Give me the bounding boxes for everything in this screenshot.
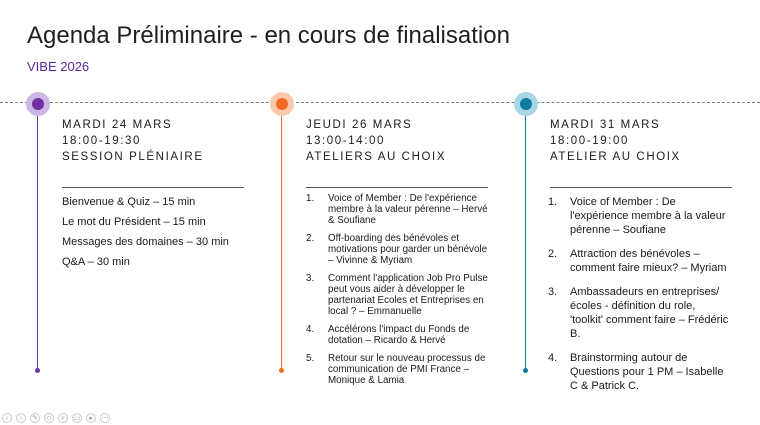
workshop-list-31 [548, 195, 730, 403]
timeline-marker-3 [514, 92, 538, 116]
column-3-session: ATELIER AU CHOIX [550, 151, 681, 163]
pen-icon[interactable]: ✎ [30, 413, 40, 423]
presenter-toolbar [2, 413, 110, 424]
timeline-marker-2 [270, 92, 294, 116]
workshop-item: 4. Accélérons l'impact du Fonds de dotation – Ricardo & Hervé [306, 324, 470, 346]
column-3-date: MARDI 31 MARS [550, 119, 661, 131]
next-icon[interactable]: › [16, 413, 26, 423]
plenary-item: Q&A – 30 min [62, 256, 130, 268]
column-2-end-dot [279, 368, 284, 373]
prev-icon[interactable]: ‹ [2, 413, 12, 423]
slide-title: Agenda Préliminaire - en cours de finalisation [27, 22, 510, 49]
camera-icon[interactable]: ▸ [86, 413, 96, 423]
column-3-end-dot [523, 368, 528, 373]
workshop-item: 1. Voice of Member : De l'expérience membre à la valeur pérenne – Soufiane [548, 196, 726, 236]
workshop-item: 4. Brainstorming autour de Questions pour 1 PM – Isabelle C & Patrick C. [548, 352, 724, 392]
plenary-item: Messages des domaines – 30 min [62, 236, 229, 248]
workshop-list-26 [306, 193, 492, 393]
timeline-marker-1 [26, 92, 50, 116]
workshop-item: 3. Comment l'application Job Pro Pulse peut vous aider à développer le partenariat Ecoles et Entreprises en local ? – Emmanuelle [306, 273, 488, 317]
column-2-session: ATELIERS AU CHOIX [306, 151, 447, 163]
workshop-item: 5. Retour sur le nouveau processus de communication de PMI France – Monique & Lamia [306, 353, 486, 386]
column-3-time: 18:00-19:00 [550, 135, 629, 147]
slide-subtitle: VIBE 2026 [27, 59, 90, 74]
slides-icon[interactable]: ▭ [73, 415, 81, 422]
column-1-end-dot [35, 368, 40, 373]
workshop-item: 2. Attraction des bénévoles – comment faire mieux? – Myriam [548, 248, 727, 274]
column-3-separator [550, 187, 732, 188]
timeline-dashed-line [0, 102, 760, 103]
workshop-item: 3. Ambassadeurs en entreprises/écoles - définition du role, 'toolkit' comment faire – Frédéric B. [548, 286, 729, 340]
column-2-separator [306, 187, 488, 188]
column-3-vertical-line [525, 116, 526, 370]
column-1-separator [62, 187, 244, 188]
plenary-item: Le mot du Président – 15 min [62, 216, 206, 228]
workshop-item: 1. Voice of Member : De l'expérience membre à la valeur pérenne – Hervé & Soufiane [306, 193, 488, 226]
column-1-time: 18:00-19:30 [62, 135, 141, 147]
column-2-time: 13:00-14:00 [306, 135, 385, 147]
column-2-vertical-line [281, 116, 282, 370]
plenary-item: Bienvenue & Quiz – 15 min [62, 196, 196, 208]
column-1-date: MARDI 24 MARS [62, 119, 173, 131]
eraser-icon[interactable]: ◇ [44, 413, 54, 423]
more-icon[interactable]: ⋯ [101, 415, 109, 422]
column-1-vertical-line [37, 116, 38, 370]
column-1-session: SESSION PLÉNIAIRE [62, 151, 204, 163]
zoom-icon[interactable]: ⌕ [58, 413, 68, 423]
workshop-item: 2. Off-boarding des bénévoles et motivations pour garder un bénévole – Vivinne & Myriam [306, 233, 488, 266]
column-2-date: JEUDI 26 MARS [306, 119, 413, 131]
